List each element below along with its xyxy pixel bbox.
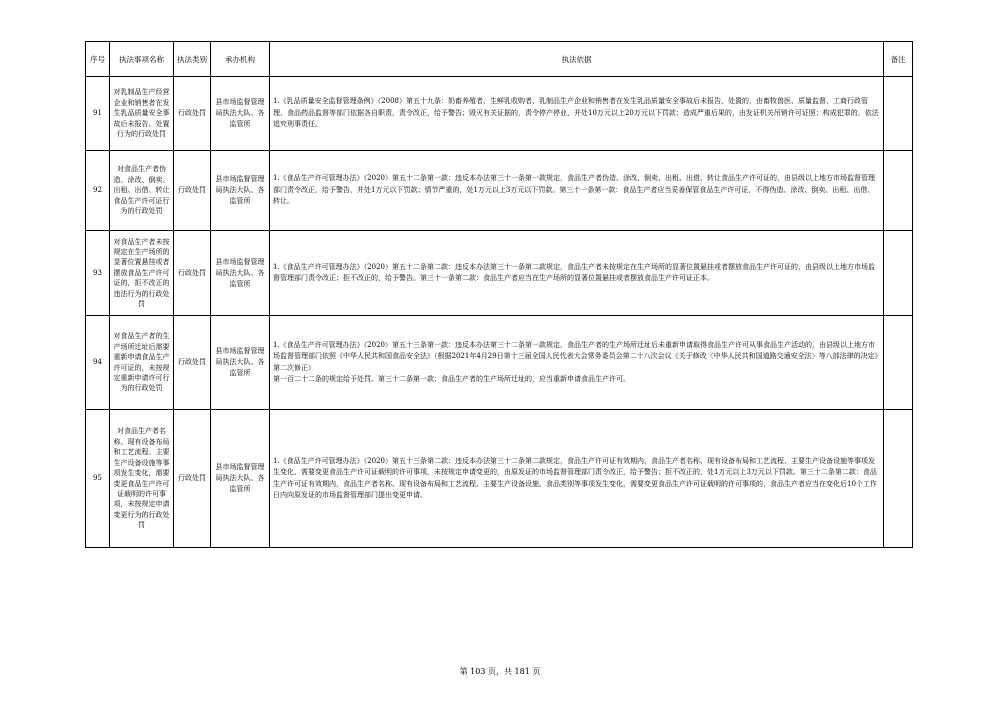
table-row [86, 151, 913, 231]
cell-agency: 县市场监督管理局执法大队、各监管所 [211, 77, 270, 151]
cell-basis [270, 231, 884, 316]
cell-category: 行政处罚 [174, 316, 211, 410]
cell-matter: 对乳制品生产经营企业和销售者在发生乳品质量安全事故后未报告、处置行为的行政处罚 [110, 77, 174, 151]
basis-text: 1.《食品生产许可管理办法》（2020）第五十二条第二款：违反本办法第三十一条第二款规定，食品生产者未按规定在生产场所的显著位置悬挂或者摆放食品生产许可证的，由县级以上地方市场监督管理部门责令改正；拒不改正的，给予警告。第三十一条第二款：食品生产者应当在生产场所的显著位置悬挂或者摆放食品生产许可证正本。 [273, 262, 875, 282]
cell-agency: 县市场监督管理局执法大队、各监管所 [211, 151, 270, 231]
cell-agency: 县市场监督管理局执法大队、各监管所 [211, 410, 270, 548]
header-category: 执法类别 [174, 42, 211, 77]
cell-matter: 对食品生产者名称、现有设备布局和工艺流程、主要生产设备设施等事项发生变化，需要变更食品生产许可证载明的许可事项，未按规定申请变更行为的行政处罚 [110, 410, 174, 548]
basis-text: 1.《食品生产许可管理办法》（2020）第五十二条第一款：违反本办法第三十一条第一款规定，食品生产者伪造、涂改、倒卖、出租、出借、转让食品生产许可证的，由县级以上地方市场监督管理部门责令改正，给予警告，并处1万元以下罚款；情节严重的，处1万元以上3万元以下罚款。第三十一条第一款：食品生产者应当妥善保管食品生产许可证，不得伪造、涂改、倒卖、出租、出借、转让。 [273, 174, 875, 206]
basis-text: 1.《食品生产许可管理办法》（2020）第五十三条第一款：违反本办法第三十二条第一款规定，食品生产者的生产场所迁址后未重新申请取得食品生产许可从事食品生产活动的，由县级以上地方市场监督管理部门依照《中华人民共和国食品安全法》（根据2021年4月29日第十三届全国人民代表大会常务委员会第二十八次会议《关于修改〈中华人民共和国道路交通安全法〉等八部法律的决定》第二次修正） [273, 340, 879, 372]
cell-category: 行政处罚 [174, 410, 211, 548]
table-row [86, 316, 913, 410]
cell-matter: 对食品生产者的生产场所迁址后需要重新申请食品生产许可证的，未按规定重新申请许可行为的行政处罚 [110, 316, 174, 410]
cell-seq: 91 [86, 77, 110, 151]
cell-remarks [884, 77, 913, 151]
cell-remarks [884, 151, 913, 231]
cell-agency: 县市场监督管理局执法大队、各监管所 [211, 231, 270, 316]
cell-remarks [884, 316, 913, 410]
header-basis: 执法依据 [270, 42, 884, 77]
basis-text: 1.《乳品质量安全监督管理条例》（2008）第五十九条：奶畜养殖者、生鲜乳收购者、乳制品生产企业和销售者在发生乳品质量安全事故后未报告、处置的，由畜牧兽医、质量监督、工商行政管理、食品药品监督等部门依据各自职责，责令改正，给予警告；毁灭有关证据的，责令停产停业，并处10万元以上20万元以下罚款；造成严重后果的，由发证机关吊销许可证照；构成犯罪的，依法追究刑事责任。 [273, 97, 879, 129]
table-header-row [86, 42, 913, 77]
cell-seq: 92 [86, 151, 110, 231]
basis-text: 第一百二十二条的规定给予处罚。第三十二条第一款：食品生产者的生产场所迁址的，应当重新申请食品生产许可。 [273, 375, 630, 383]
table-row [86, 231, 913, 316]
page-number: 第 103 页，共 181 页 [459, 667, 541, 676]
cell-seq: 93 [86, 231, 110, 316]
cell-matter: 对食品生产者未按规定在生产场所的显著位置悬挂或者摆放食品生产许可证的，拒不改正的违法行为的行政处罚 [110, 231, 174, 316]
cell-category: 行政处罚 [174, 151, 211, 231]
cell-category: 行政处罚 [174, 77, 211, 151]
cell-seq: 94 [86, 316, 110, 410]
cell-matter: 对食品生产者伪造、涂改、倒卖、出租、出借、转让食品生产许可证行为的行政处罚 [110, 151, 174, 231]
enforcement-table [85, 41, 913, 548]
table-row [86, 410, 913, 548]
basis-text: 1.《食品生产许可管理办法》（2020）第五十三条第二款：违反本办法第三十二条第二款规定，食品生产许可证有效期内，食品生产者名称、现有设备布局和工艺流程、主要生产设备设施等事项发生变化，需要变更食品生产许可证载明的许可事项，未按规定申请变更的，由原发证的市场监督管理部门责令改正，给予警告；拒不改正的，处1万元以上3万元以下罚款。第三十二条第二款：食品生产许可证有效期内，食品生产者名称、现有设备布局和工艺流程、主要生产设备设施、食品类别等事项发生变化，需要变更食品生产许可证载明的许可事项的，食品生产者应当在变化后10个工作日内向原发证的市场监督管理部门提出变更申请。 [273, 456, 877, 499]
cell-basis [270, 410, 884, 548]
cell-remarks [884, 410, 913, 548]
cell-seq: 95 [86, 410, 110, 548]
cell-basis [270, 316, 884, 410]
cell-agency: 县市场监督管理局执法大队、各监管所 [211, 316, 270, 410]
cell-category: 行政处罚 [174, 231, 211, 316]
header-remarks: 备注 [884, 42, 913, 77]
table-row [86, 77, 913, 151]
cell-basis [270, 151, 884, 231]
cell-remarks [884, 231, 913, 316]
header-agency: 承办机构 [211, 42, 270, 77]
header-matter: 执法事项名称 [110, 42, 174, 77]
header-seq: 序号 [86, 42, 110, 77]
cell-basis [270, 77, 884, 151]
